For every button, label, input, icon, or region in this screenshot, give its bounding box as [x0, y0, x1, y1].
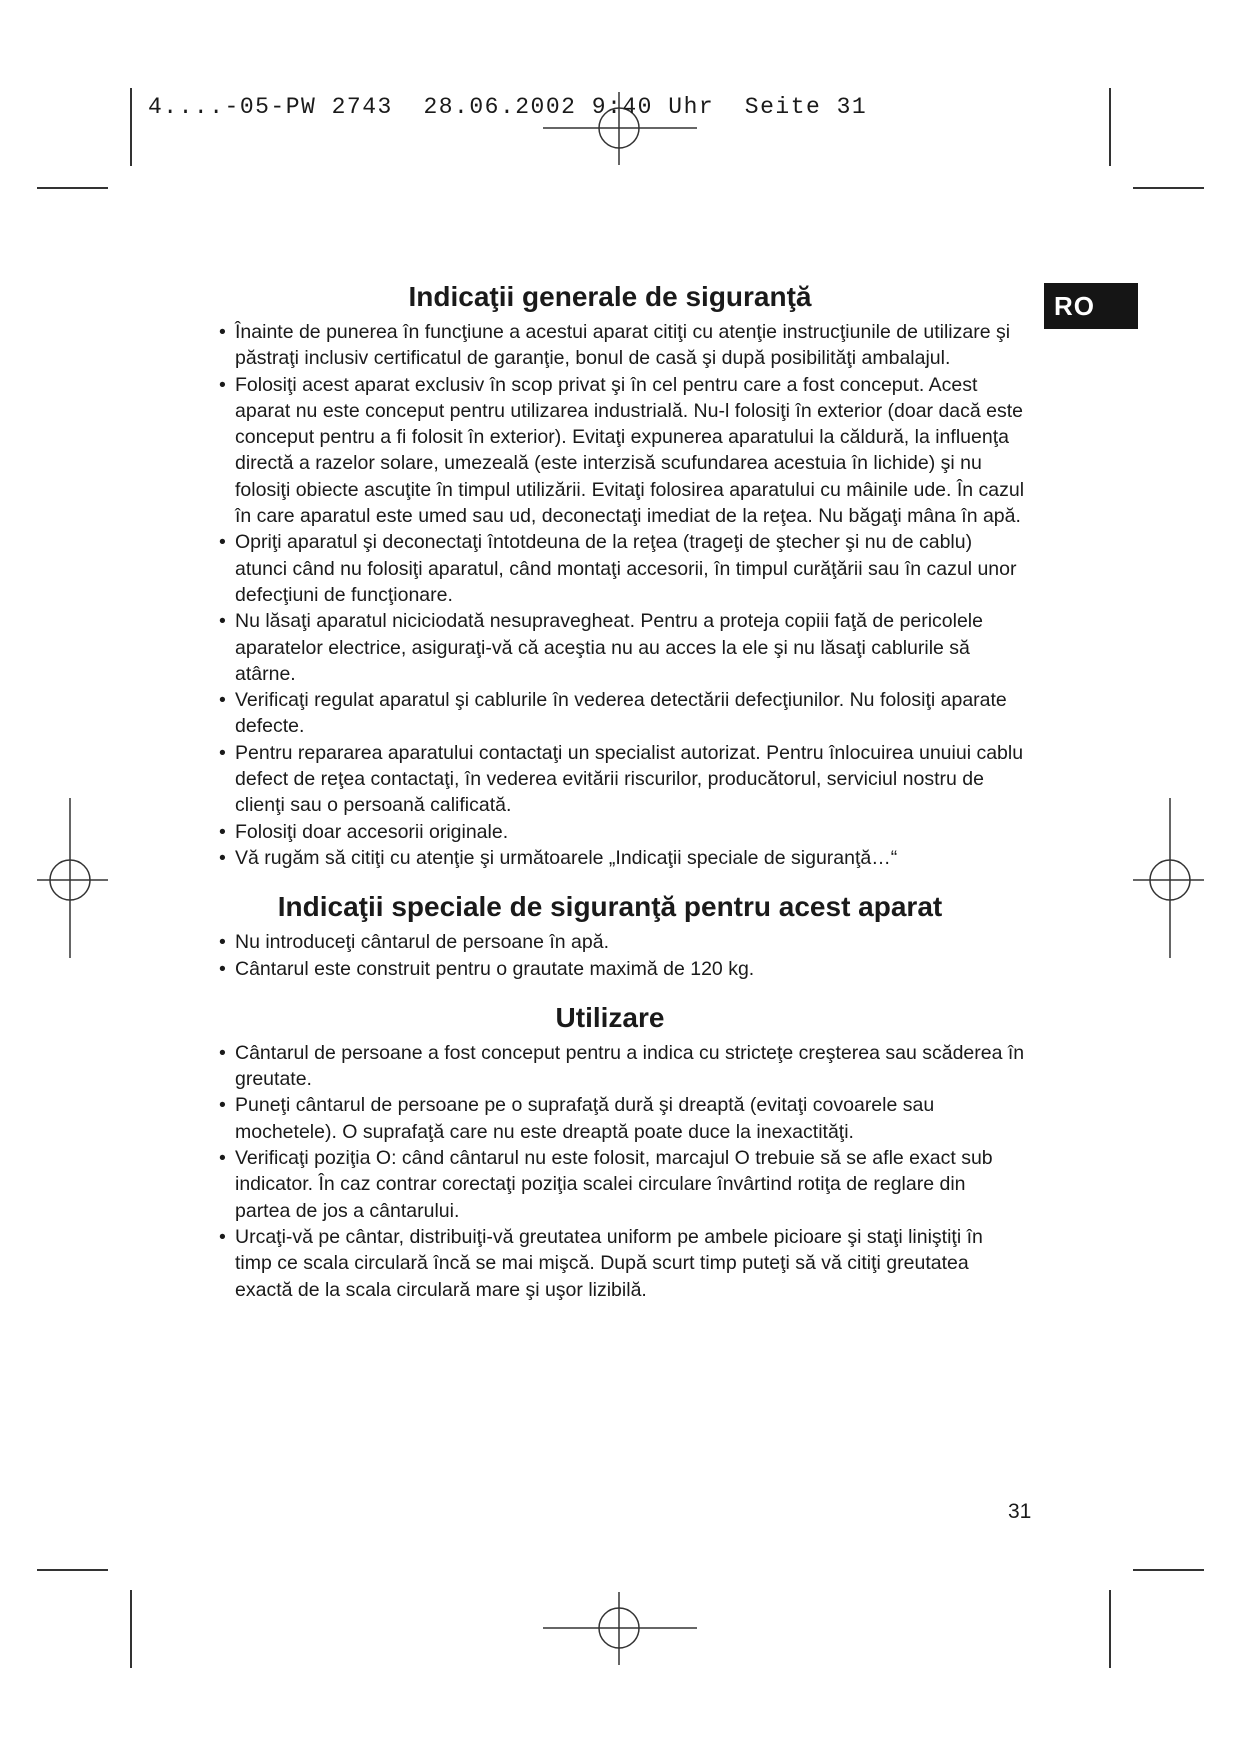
list-item: • Vă rugăm să citiţi cu atenţie şi următoarele „Indicaţii speciale de siguranţă…“: [195, 845, 1025, 871]
list-item: • Puneţi cântarul de persoane pe o suprafaţă dură şi dreaptă (evitaţi covoarele sau mochetele). O suprafaţă care nu este dreaptă poate duce la inexactităţi.: [219, 1094, 935, 1143]
bullet-icon: •: [219, 321, 226, 343]
list-item: • Verificaţi regulat aparatul şi cablurile în vederea detectării defecţiunilor. Nu folosiţi aparate defecte.: [219, 689, 1007, 738]
usage-list: [195, 1040, 1025, 1303]
bullet-icon: •: [219, 820, 226, 843]
bullet-icon: •: [219, 531, 226, 554]
list-item: • Pentru repararea aparatului contactaţi un specialist autorizat. Pentru înlocuirea unuiui cablu defect de reţea contactaţi, în vederea evitării riscurilor, producătorul, serviciul nostru de clienţi sau o persoană calificată.: [219, 741, 1024, 817]
list-item: • Nu introduceţi cântarul de persoane în apă.: [195, 929, 1025, 955]
registration-mark-left: [37, 798, 108, 958]
registration-mark-right: [1133, 798, 1204, 958]
general-safety-list: [195, 319, 1025, 871]
bullet-icon: •: [219, 1041, 226, 1064]
special-safety-list: [195, 929, 1025, 982]
page-number: 31: [1008, 1500, 1032, 1523]
bullet-icon: •: [219, 741, 226, 764]
bullet-icon: •: [219, 610, 226, 633]
list-item: • Verificaţi poziţia O: când cântarul nu este folosit, marcajul O trebuie să se afle exact sub indicator. În caz contrar corectaţi poziţia scalei circulare învârtind rotiţa de reglare din partea de jos a cântarului.: [219, 1147, 993, 1222]
bullet-icon: •: [219, 931, 226, 954]
list-item: • Folosiţi acest aparat exclusiv în scop privat şi în cel pentru care a fost conceput. Acest aparat nu este conceput pentru utilizarea industrială. Nu-l folosiţi în exterior (doar dacă este conceput pentru a fi folosit în exterior). Evitaţi expunerea aparatului la căldură, la influenţa directă a razelor solare, umezeală (este interzisă scufundarea acestuia în lichide) şi nu folosiţi obiecte ascuţite în timpul utilizării. Evitaţi folosirea aparatului cu mâinile ude. În cazul în care aparatul este umed sau ud, deconectaţi imediat de la reţea. Nu băgaţi mâna în apă.: [219, 373, 1025, 528]
list-item: • Cântarul este construit pentru o grautate maximă de 120 kg.: [195, 956, 1025, 982]
list-item: • Nu lăsaţi aparatul niciciodată nesupravegheat. Pentru a proteja copiii faţă de pericolele aparatelor electrice, asiguraţi-vă că aceştia nu au acces la ele şi nu lăsaţi cablurile să atârne.: [219, 610, 983, 685]
bullet-icon: •: [219, 373, 226, 396]
bullet-icon: •: [219, 1094, 226, 1117]
section-title-general-safety: Indicaţii generale de siguranţă: [408, 281, 812, 312]
list-item: • Cântarul de persoane a fost conceput pentru a indica cu stricteţe creşterea sau scăderea în greutate.: [219, 1041, 1025, 1091]
print-slug: 4....-05-PW 2743 28.06.2002 9:40 Uhr Seite 31: [148, 94, 868, 120]
bullet-icon: •: [219, 689, 226, 712]
list-item: • Folosiţi doar accesorii originale.: [195, 819, 1025, 845]
bullet-icon: •: [219, 957, 226, 980]
language-tab: RO: [1044, 283, 1138, 329]
list-item: • Urcaţi-vă pe cântar, distribuiţi-vă greutatea uniform pe ambele picioare şi staţi liniştiţi în timp ce scala circulară încă se mai mişcă. După scurt timp puteţi să vă citiţi greutatea exactă de la scala circulară mare şi uşor lizibilă.: [219, 1225, 983, 1301]
list-item: • Înainte de punerea în funcţiune a acestui aparat citiţi cu atenţie instrucţiunile de utilizare şi păstraţi inclusiv certificatul de garanţie, bonul de casă şi după posibilităţi ambalajul.: [219, 321, 1011, 370]
registration-mark-bottom: [543, 1592, 697, 1665]
page-content: [195, 275, 1025, 1303]
section-title-usage: Utilizare: [555, 1001, 665, 1033]
bullet-icon: •: [219, 1147, 226, 1170]
list-item: • Opriţi aparatul şi deconectaţi întotdeuna de la reţea (trageţi de ştecher şi nu de cablu) atunci când nu folosiţi aparatul, când montaţi accesorii, în timpul curăţării sau în cazul unor defecţiuni de funcţionare.: [219, 531, 1017, 606]
bullet-icon: •: [219, 846, 226, 869]
section-title-special-safety: Indicaţii speciale de siguranţă pentru acest aparat: [277, 891, 943, 923]
bullet-icon: •: [219, 1225, 226, 1248]
